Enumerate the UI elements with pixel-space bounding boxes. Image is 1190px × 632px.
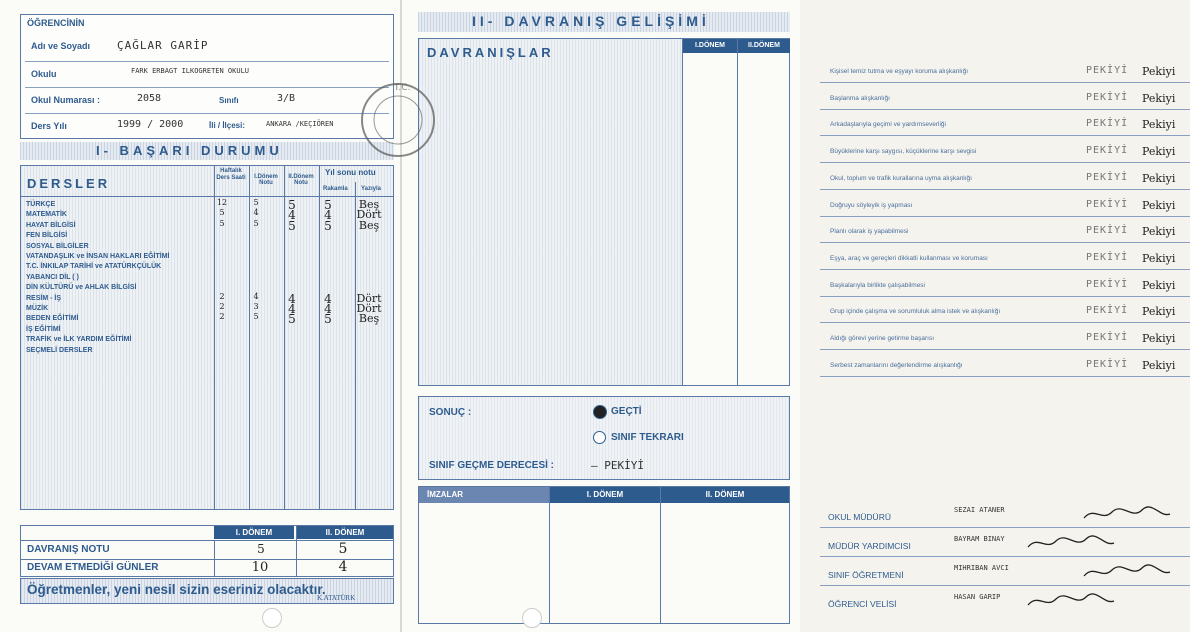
behaviour-item: Okul, toplum ve trafik kurallarına uyma alışkanlığı	[830, 174, 972, 182]
absence-t2: 4	[338, 559, 348, 575]
summary-term2: II. DÖNEM	[297, 526, 393, 539]
col-yearend: Yıl sonu notu	[325, 168, 376, 177]
handwritten-signature	[1082, 562, 1172, 582]
subject-name: TÜRKÇE	[26, 201, 56, 208]
subject-name: FEN BİLGİSİ	[26, 232, 68, 240]
grade-hours: 5	[219, 218, 225, 228]
behaviour-grade-t1: PEKİYİ	[1086, 118, 1129, 130]
subject-name: MÜZİK	[26, 305, 49, 312]
behaviour-row-divider	[820, 322, 1190, 323]
subject-name: İŞ EĞİTİMİ	[26, 325, 61, 333]
report-card-left-page	[0, 0, 402, 632]
signature-row-divider	[820, 527, 1190, 528]
signature-role: SINIF ÖĞRETMENİ	[828, 570, 904, 580]
behaviour-item: Serbest zamanlarını değerlendirme alışkanlığı	[830, 361, 963, 369]
grade-t1: 3	[253, 302, 259, 311]
grade-t1: 5	[253, 198, 259, 207]
grade-digit: 5	[324, 218, 332, 233]
behaviour-grade-t1: PEKİYİ	[1086, 358, 1129, 370]
behaviour-grade-t2: Pekiyi	[1142, 225, 1176, 239]
subject-name: VATANDAŞLIK ve İNSAN HAKLARI EĞİTİMİ	[26, 253, 170, 260]
grade-hours: 2	[219, 302, 225, 311]
behaviour-row-divider	[820, 189, 1190, 190]
grade-t2: 4	[288, 208, 296, 223]
signature-table	[418, 486, 790, 624]
subject-name: YABANCI DİL ( )	[26, 273, 79, 281]
report-card-right-page	[394, 0, 1176, 632]
subject-name: DİN KÜLTÜRÜ ve AHLAK BİLGİSİ	[26, 284, 137, 292]
summary-table	[20, 525, 394, 577]
behaviour-col-t1: I.DÖNEM	[683, 39, 737, 53]
behaviour-grade-t1: PEKİYİ	[1086, 145, 1129, 157]
handwritten-signature	[1026, 533, 1116, 553]
grade-word: Dört	[356, 208, 382, 222]
behaviour-grade-t2: Pekiyi	[1142, 332, 1176, 345]
year-value: 1999 / 2000	[117, 119, 184, 130]
behaviour-grade-t1: PEKİYİ	[1086, 198, 1129, 210]
subject-name: SOSYAL BİLGİLER	[26, 242, 89, 250]
behaviour-grade-t2: 5	[338, 541, 348, 557]
degree-value: — PEKİYİ	[591, 459, 644, 472]
subject-name: BEDEN EĞİTİMİ	[26, 315, 79, 323]
behaviour-row-divider	[820, 162, 1190, 163]
punch-hole-left	[262, 608, 282, 628]
behaviour-grade-label: DAVRANIŞ NOTU	[27, 544, 110, 555]
signature-name: HASAN GARIP	[954, 593, 1001, 601]
grade-t2: 4	[288, 291, 296, 306]
subject-name: MATEMATİK	[26, 211, 67, 219]
grade-hours: 5	[219, 208, 225, 218]
behaviour-grade-t2: Pekiyi	[1142, 278, 1176, 292]
signature-role: MÜDÜR YARDIMCISI	[828, 541, 911, 551]
grade-word: Dört	[356, 302, 382, 315]
signature-row-divider	[820, 556, 1190, 557]
subject-name: SEÇMELİ DERSLER	[26, 346, 93, 354]
passed-radio[interactable]	[593, 405, 607, 419]
behaviour-item: Grup içinde çalışma ve sorumluluk alma istek ve alışkanlığı	[830, 308, 1001, 316]
school-stamp	[358, 60, 436, 182]
handwritten-signature	[1082, 504, 1172, 524]
behaviour-item: Planlı olarak iş yapabilmesi	[830, 228, 909, 236]
absence-label: DEVAM ETMEDİĞİ GÜNLER	[27, 562, 159, 573]
behaviour-grade-t2: Pekiyi	[1142, 145, 1176, 159]
motto-author: K.ATATÜRK	[317, 594, 356, 602]
signature-row-divider	[820, 585, 1190, 586]
school-value: FARK ERBAGT ILKOGRETEN OKULU	[131, 67, 250, 75]
grade-t2: 5	[288, 198, 296, 212]
signature-name: BAYRAM BINAY	[954, 535, 1005, 543]
name-value: ÇAĞLAR GARİP	[117, 39, 209, 52]
name-label: Adı ve Soyadı	[31, 41, 91, 51]
behaviour-row-divider	[820, 82, 1190, 83]
grade-word: Dört	[356, 291, 382, 305]
col-term2: II.Dönem Notu	[288, 174, 314, 186]
degree-label: SINIF GEÇME DERECESİ :	[429, 460, 555, 471]
grade-t2: 4	[288, 302, 296, 316]
behaviour-grade-t1: PEKİYİ	[1086, 225, 1129, 237]
behaviour-title: II- DAVRANIŞ GELİŞİMİ	[472, 13, 710, 29]
behaviour-col-title: DAVRANIŞLAR	[427, 45, 554, 60]
behaviour-grade-t2: Pekiyi	[1142, 65, 1176, 78]
grade-t2: 5	[288, 218, 296, 233]
signature-header: İMZALAR	[419, 487, 549, 503]
behaviour-row-divider	[820, 242, 1190, 243]
col-dersler: DERSLER	[27, 176, 111, 191]
behaviour-item: Büyüklerine karşı saygısı, küçüklerine karşı sevgisi	[830, 148, 977, 156]
grade-word: Beş	[358, 198, 380, 211]
behaviour-item: Başlanma alışkanlığı	[830, 94, 890, 102]
grade-hours: 12	[216, 198, 228, 207]
behaviour-grade-t1: PEKİYİ	[1086, 251, 1129, 263]
signature-name: SEZAI ATANER	[954, 506, 1005, 514]
student-info-box	[20, 14, 394, 139]
signature-role: ÖĞRENCİ VELİSİ	[828, 599, 897, 609]
behaviour-row-divider	[820, 216, 1190, 217]
signature-role: OKUL MÜDÜRÜ	[828, 512, 891, 522]
grade-t1: 4	[253, 291, 259, 301]
result-box	[418, 396, 790, 480]
behaviour-grade-t2: Pekiyi	[1142, 251, 1176, 265]
col-words: Yazıyla	[361, 186, 382, 192]
result-label: SONUÇ :	[429, 407, 472, 418]
signature-col-t2: II. DÖNEM	[661, 487, 789, 503]
behaviour-item: Eşya, araç ve gereçleri dikkatli kullanması ve koruması	[830, 254, 988, 262]
grade-hours: 2	[219, 312, 225, 322]
svg-text:T.C.: T.C.	[394, 83, 411, 93]
school-label: Okulu	[31, 69, 57, 79]
behaviour-grade-t1: PEKİYİ	[1086, 332, 1129, 343]
behaviour-grade-t1: PEKİYİ	[1086, 65, 1129, 76]
handwritten-signature	[1026, 591, 1116, 611]
behaviour-grade-t1: PEKİYİ	[1086, 305, 1129, 317]
passed-label: GEÇTİ	[611, 406, 642, 417]
behaviour-grade-t2: Pekiyi	[1142, 358, 1176, 372]
signature-col-t1: I. DÖNEM	[550, 487, 660, 503]
behaviour-item: Doğruyu söyleyik iş yapması	[830, 201, 913, 209]
repeat-radio[interactable]	[593, 431, 606, 444]
grade-word: Beş	[358, 312, 380, 326]
behaviour-item: Arkadaşlarıyla geçimi ve yardımseverliği	[830, 121, 946, 129]
behaviour-row-divider	[820, 135, 1190, 136]
district-value: ANKARA /KEÇIÖREN	[266, 120, 334, 128]
grade-digit: 4	[324, 208, 332, 223]
grade-digit: 4	[324, 291, 332, 306]
col-digits: Rakamla	[323, 186, 348, 192]
grade-word: Beş	[358, 218, 380, 232]
class-label: Sınıfı	[219, 96, 239, 105]
behaviour-grade-t2: Pekiyi	[1142, 171, 1176, 185]
motto-text: Öğretmenler, yeni nesil sizin eseriniz olacaktır.	[27, 582, 326, 597]
repeat-label: SINIF TEKRARI	[611, 432, 684, 443]
student-header: ÖĞRENCİNİN	[27, 18, 85, 28]
behaviour-item: Başkalarıyla birlikte çalışabilmesi	[830, 281, 926, 289]
grade-t1: 5	[253, 312, 259, 322]
behaviour-table	[418, 38, 790, 386]
behaviour-grade-t2: Pekiyi	[1142, 305, 1176, 319]
behaviour-col-t2: II.DÖNEM	[738, 39, 790, 53]
grade-digit: 5	[324, 312, 332, 327]
subject-name: T.C. İNKILAP TARİHİ ve ATATÜRKÇÜLÜK	[26, 263, 162, 271]
behaviour-grade-t1: PEKİYİ	[1086, 171, 1129, 183]
grade-t2: 5	[288, 312, 296, 327]
class-value: 3/B	[277, 93, 296, 104]
behaviour-grade-t2: Pekiyi	[1142, 118, 1176, 132]
behaviour-grade-t1: PEKİYİ	[1086, 278, 1129, 290]
punch-hole-right	[522, 608, 542, 628]
behaviour-row-divider	[820, 349, 1190, 350]
grade-digit: 4	[324, 302, 332, 316]
behaviour-item: Kişisel temiz tutma ve eşyayı koruma alışkanlığı	[830, 68, 968, 75]
motto-box	[20, 578, 394, 604]
behaviour-row-divider	[820, 296, 1190, 297]
grade-hours: 2	[219, 291, 225, 301]
subject-name: RESİM - İŞ	[26, 294, 62, 302]
number-value: 2058	[137, 93, 162, 104]
behaviour-grade-t2: Pekiyi	[1142, 198, 1176, 212]
behaviour-grade-t2: Pekiyi	[1142, 91, 1176, 105]
grade-digit: 5	[324, 198, 332, 212]
district-label: İli / İlçesi:	[209, 121, 246, 130]
absence-t1: 10	[251, 560, 269, 575]
number-label: Okul Numarası :	[31, 95, 101, 105]
grade-t1: 5	[253, 218, 259, 228]
behaviour-grade-t1: 5	[257, 542, 265, 556]
summary-term1: I. DÖNEM	[214, 526, 294, 539]
achievement-title: I- BAŞARI DURUMU	[96, 143, 283, 158]
behaviour-item: Aldığı görevi yerine getirme başarısı	[830, 335, 935, 342]
subject-name: HAYAT BİLGİSİ	[26, 221, 76, 229]
behaviour-row-divider	[820, 269, 1190, 270]
behaviour-grade-t1: PEKİYİ	[1086, 91, 1129, 103]
behaviour-row-divider	[820, 109, 1190, 110]
year-label: Ders Yılı	[31, 121, 67, 131]
col-hours: Haftalık Ders Saati	[216, 168, 246, 181]
signature-name: MIHRIBAN AVCI	[954, 564, 1009, 572]
behaviour-row-divider	[820, 376, 1190, 377]
col-term1: I.Dönem Notu	[254, 174, 278, 186]
subject-name: TRAFİK ve İLK YARDIM EĞİTİMİ	[26, 336, 132, 344]
grade-t1: 4	[253, 208, 259, 218]
